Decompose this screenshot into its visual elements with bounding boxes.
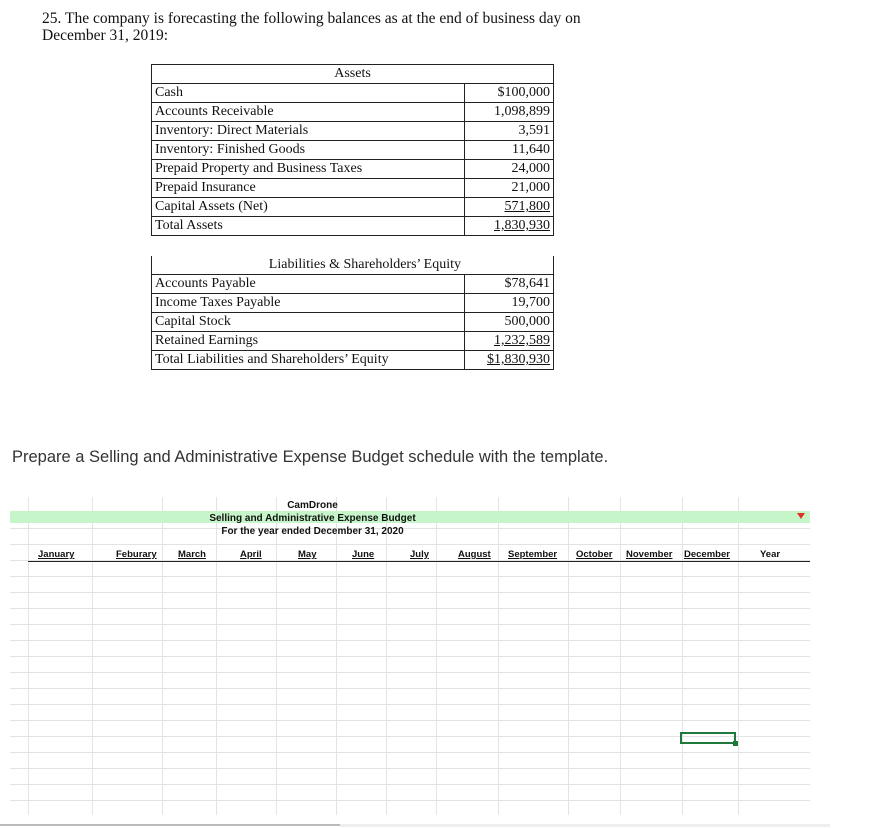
month-august: August [458,549,491,560]
question-line-1: 25. The company is forecasting the following balances as at the end of business day on [42,10,581,27]
table-row: Inventory: Direct Materials 3,591 [152,122,554,141]
month-january: January [38,549,75,560]
sheet-title: Selling and Administrative Expense Budget [209,513,416,524]
table-row: Retained Earnings 1,232,589 [152,332,554,351]
sheet-company: CamDrone [287,500,338,511]
grid-column-line [216,497,217,815]
month-november: November [626,549,673,560]
grid-column-line [92,497,93,815]
month-september: September [508,549,558,560]
table-row: Prepaid Insurance 21,000 [152,179,554,198]
grid-column-line [436,497,437,815]
question-line-2: December 31, 2019: [42,27,169,44]
table-row: Accounts Payable $78,641 [152,275,554,294]
table-row: Capital Assets (Net) 571,800 [152,198,554,217]
month-july: July [410,549,430,560]
month-may: May [298,549,317,560]
month-june: June [352,549,375,560]
month-october: October [576,549,613,560]
table-row: Cash $100,000 [152,84,554,103]
table-row: Capital Stock 500,000 [152,313,554,332]
month-april: April [240,549,262,560]
table-row: Total Assets 1,830,930 [152,217,554,236]
comment-marker-icon [797,513,805,519]
table-row: Total Liabilities and Shareholders’ Equity $1,830,930 [152,351,554,370]
selected-cell[interactable] [680,732,736,744]
grid-column-line [386,497,387,815]
table-row: Income Taxes Payable 19,700 [152,294,554,313]
grid-column-line [498,497,499,815]
grid-column-line [568,497,569,815]
scrollbar-track[interactable] [0,824,340,826]
prompt-text: Prepare a Selling and Administrative Expense Budget schedule with the template. [12,448,609,466]
liabilities-table [151,256,554,370]
grid-column-line [28,497,29,815]
assets-header: Assets [152,65,554,84]
question-text [42,10,662,44]
table-row: Prepaid Property and Business Taxes 24,000 [152,160,554,179]
spreadsheet-template[interactable] [10,497,810,815]
grid-column-line [336,497,337,815]
month-december: December [684,549,730,560]
divider [340,824,830,827]
sheet-period: For the year ended December 31, 2020 [221,526,404,537]
liabilities-header: Liabilities & Shareholders’ Equity [152,256,554,275]
year-column: Year [760,549,781,560]
assets-table [151,64,554,236]
table-row: Inventory: Finished Goods 11,640 [152,141,554,160]
grid-column-line [620,497,621,815]
grid-column-line [738,497,739,815]
month-february: Feburary [116,549,157,560]
month-header-row [28,548,810,562]
grid-column-line [276,497,277,815]
grid-column-line [162,497,163,815]
table-row: Accounts Receivable 1,098,899 [152,103,554,122]
month-march: March [178,549,206,560]
grid-column-line [682,497,683,815]
